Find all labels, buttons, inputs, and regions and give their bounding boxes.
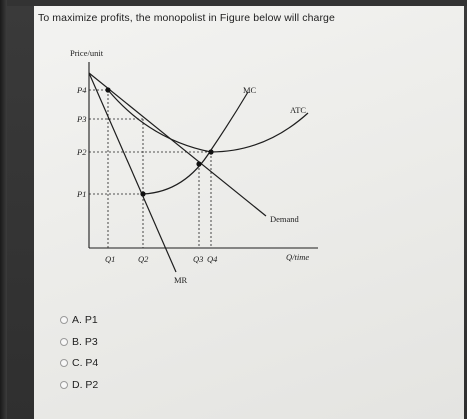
question-text: To maximize profits, the monopolist in Figure below will charge — [38, 12, 335, 24]
answer-options — [60, 311, 98, 397]
price-label-p1: P1 — [77, 189, 87, 199]
atc-curve — [108, 90, 308, 152]
price-label-p2: P2 — [77, 147, 87, 157]
point-q1-p4 — [105, 87, 110, 92]
option-label: A. P1 — [72, 314, 98, 326]
price-label-p4: P4 — [77, 85, 87, 95]
atc-label: ATC — [290, 105, 307, 115]
quantity-label-q2: Q2 — [138, 254, 149, 264]
radio-button-icon[interactable] — [60, 316, 68, 324]
y-axis-label: Price/unit — [70, 48, 104, 58]
radio-button-icon[interactable] — [60, 359, 68, 367]
price-label-p3: P3 — [77, 114, 87, 124]
option-d[interactable] — [60, 376, 98, 394]
radio-button-icon[interactable] — [60, 381, 68, 389]
option-label: C. P4 — [72, 357, 99, 369]
mr-label: MR — [174, 275, 188, 285]
quantity-label-q3: Q3 — [193, 254, 204, 264]
x-axis-label: Q/time — [286, 252, 310, 262]
radio-button-icon[interactable] — [60, 338, 68, 346]
option-a[interactable] — [60, 311, 98, 329]
demand-label: Demand — [270, 214, 299, 224]
mc-curve — [143, 92, 248, 194]
demand-curve — [89, 73, 266, 216]
mr-curve — [89, 73, 176, 272]
mc-label: MC — [243, 85, 257, 95]
option-label: B. P3 — [72, 335, 98, 348]
option-c[interactable] — [60, 354, 98, 372]
quantity-label-q4: Q4 — [207, 254, 218, 264]
point-q2-p1 — [140, 191, 145, 196]
option-label: D. P2 — [72, 378, 99, 391]
point-q3 — [196, 161, 201, 166]
option-b[interactable] — [60, 333, 98, 351]
point-q4-p2 — [208, 149, 213, 154]
quantity-label-q1: Q1 — [105, 254, 116, 264]
